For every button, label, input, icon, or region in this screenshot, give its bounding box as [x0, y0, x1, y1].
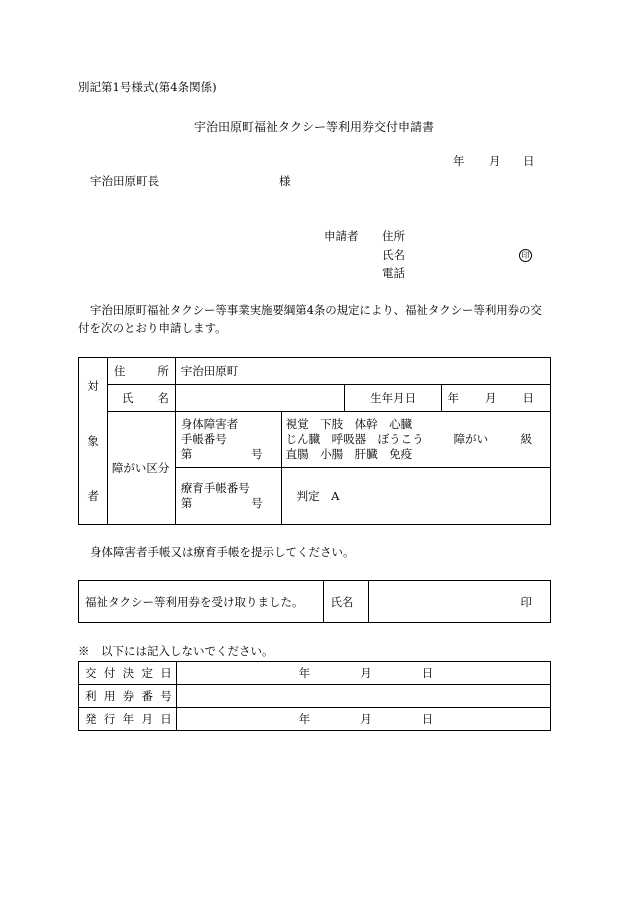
office-row-value-ticket-number[interactable] — [176, 685, 550, 708]
date-day: 日 — [523, 154, 535, 168]
present-note: 身体障害者手帳又は療育手帳を提示してください。 — [90, 545, 355, 559]
office-row-value-decision-date[interactable]: 年 月 日 — [176, 662, 550, 685]
receipt-name-label: 氏名 — [324, 581, 369, 623]
address-value[interactable]: 宇治田原町 — [175, 358, 550, 385]
applicant-label: 申請者 — [324, 229, 359, 243]
receipt-text: 福祉タクシー等利用券を受け取りました。 — [79, 581, 324, 623]
intro-line-1: 宇治田原町福祉タクシー等事業実施要綱第4条の規定により、福祉タクシー等利用券の交 — [90, 303, 542, 317]
receipt-seal[interactable]: 印 — [369, 581, 551, 623]
name-label: 氏 名 — [107, 385, 175, 412]
rehab-handbook-label: 療育手帳番号 第 号 — [175, 468, 281, 525]
applicant-phone-label: 電話 — [382, 266, 405, 280]
physical-disability-parts[interactable]: 視覚 下肢 体幹 心臓 じん臓 呼吸器 ぼうこう 障がい 級 直腸 小腸 肝臓 免疫 — [281, 412, 550, 468]
rehab-judgement[interactable]: 判定 A — [281, 468, 550, 525]
name-value[interactable] — [175, 385, 345, 412]
birthdate-value[interactable]: 年 月 日 — [441, 385, 550, 412]
office-row-label-ticket-number: 利 用 券 番 号 — [79, 685, 177, 708]
office-note: ※ 以下には記入しないでください。 — [78, 644, 274, 658]
birthdate-label: 生年月日 — [345, 385, 442, 412]
applicant-name-label: 氏名 — [382, 248, 405, 262]
physical-handbook-label: 身体障害者 手帳番号 第 号 — [175, 412, 281, 468]
addressee-name: 宇治田原町長 — [90, 174, 159, 188]
office-table — [78, 661, 551, 731]
disability-class-label: 障がい区分 — [107, 412, 175, 525]
subject-side-label: 対 象 者 — [79, 358, 108, 525]
intro-line-2: 付を次のとおり申請します。 — [78, 321, 227, 335]
subject-table — [78, 357, 551, 525]
receipt-table — [78, 580, 551, 623]
seal-stamp: 印 — [519, 249, 532, 262]
office-row-label-issue-date: 発 行 年 月 日 — [79, 708, 177, 731]
date-month: 月 — [489, 154, 501, 168]
applicant-address-label: 住所 — [382, 229, 405, 243]
date-year: 年 — [453, 154, 465, 168]
form-number: 別記第1号様式(第4条関係) — [78, 80, 217, 94]
address-label: 住 所 — [107, 358, 175, 385]
page-title: 宇治田原町福祉タクシー等利用券交付申請書 — [194, 120, 435, 134]
addressee-honorific: 様 — [279, 174, 291, 188]
office-row-label-decision-date: 交 付 決 定 日 — [79, 662, 177, 685]
office-row-value-issue-date[interactable]: 年 月 日 — [176, 708, 550, 731]
